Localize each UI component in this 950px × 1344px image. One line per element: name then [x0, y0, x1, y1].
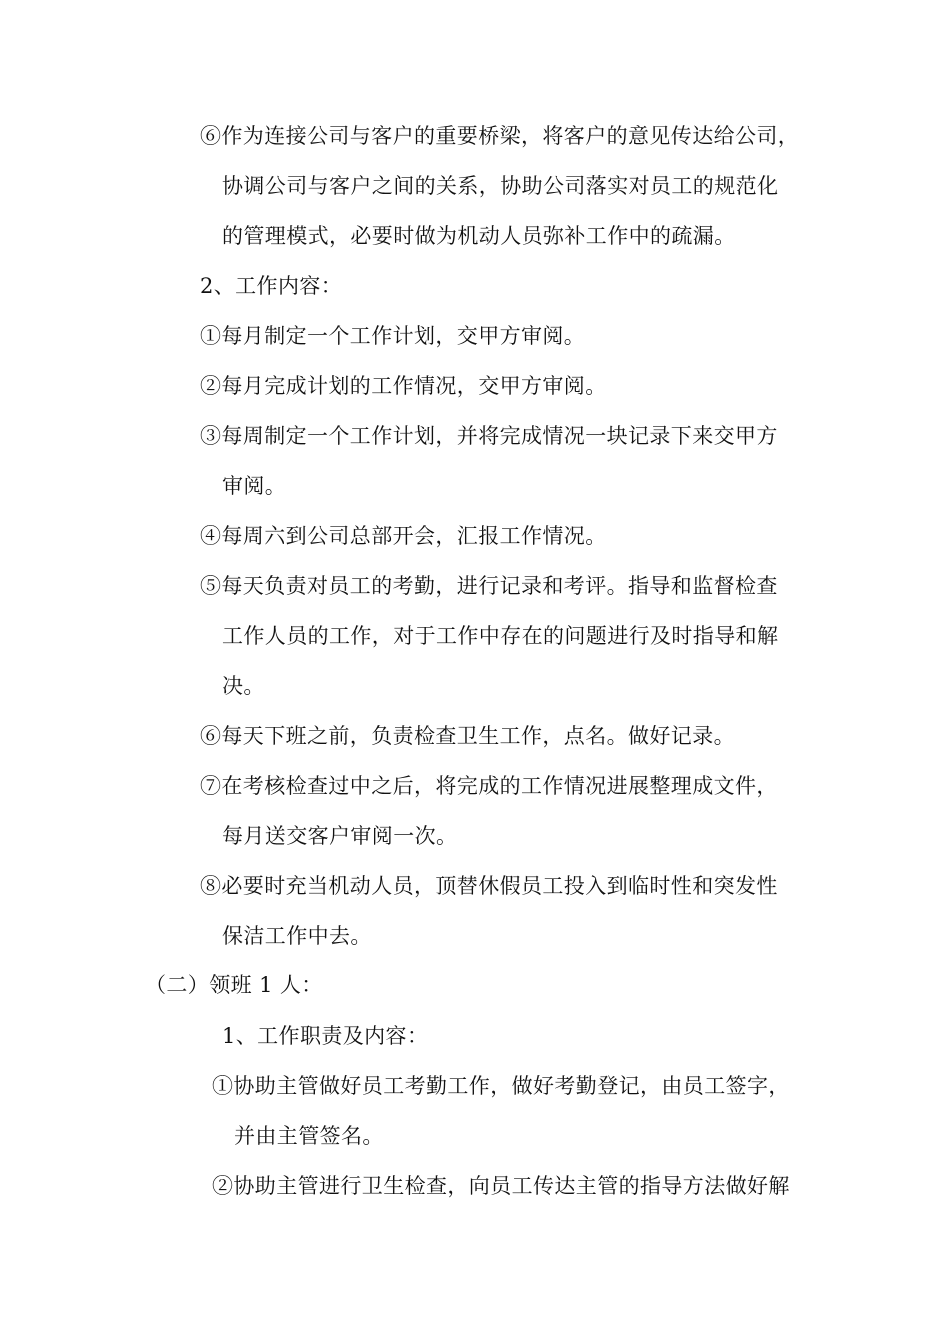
text-line: ④每周六到公司总部开会，汇报工作情况。	[200, 524, 607, 548]
text-line: ③每周制定一个工作计划，并将完成情况一块记录下来交甲方	[200, 424, 778, 448]
text-line: ⑥作为连接公司与客户的重要桥梁，将客户的意见传达给公司，	[200, 124, 800, 148]
text-line: ⑧必要时充当机动人员，顶替休假员工投入到临时性和突发性	[200, 874, 778, 898]
text-line: ①协助主管做好员工考勤工作，做好考勤登记，由员工签字，	[212, 1074, 790, 1098]
text-line: ①每月制定一个工作计划，交甲方审阅。	[200, 324, 586, 348]
text-line: 保洁工作中去。	[222, 924, 372, 948]
text-line: ⑥每天下班之前，负责检查卫生工作，点名。做好记录。	[200, 724, 735, 748]
text-line: ⑦在考核检查过中之后，将完成的工作情况进展整理成文件，	[200, 774, 778, 798]
text-line: 审阅。	[222, 474, 287, 498]
section-heading: 1、工作职责及内容：	[222, 1024, 429, 1048]
text-line: ②协助主管进行卫生检查，向员工传达主管的指导方法做好解	[212, 1174, 790, 1198]
text-line: 的管理模式，必要时做为机动人员弥补工作中的疏漏。	[222, 224, 736, 248]
text-line: 并由主管签名。	[234, 1124, 384, 1148]
text-line: 每月送交客户审阅一次。	[222, 824, 458, 848]
text-line: 协调公司与客户之间的关系，协助公司落实对员工的规范化	[222, 174, 779, 198]
text-line: ⑤每天负责对员工的考勤，进行记录和考评。指导和监督检查	[200, 574, 778, 598]
text-line: ②每月完成计划的工作情况，交甲方审阅。	[200, 374, 607, 398]
section-heading: （二）领班 1 人：	[145, 973, 323, 997]
text-line: 工作人员的工作，对于工作中存在的问题进行及时指导和解	[222, 624, 779, 648]
text-line: 决。	[222, 674, 265, 698]
section-heading: 2、工作内容：	[200, 274, 343, 298]
